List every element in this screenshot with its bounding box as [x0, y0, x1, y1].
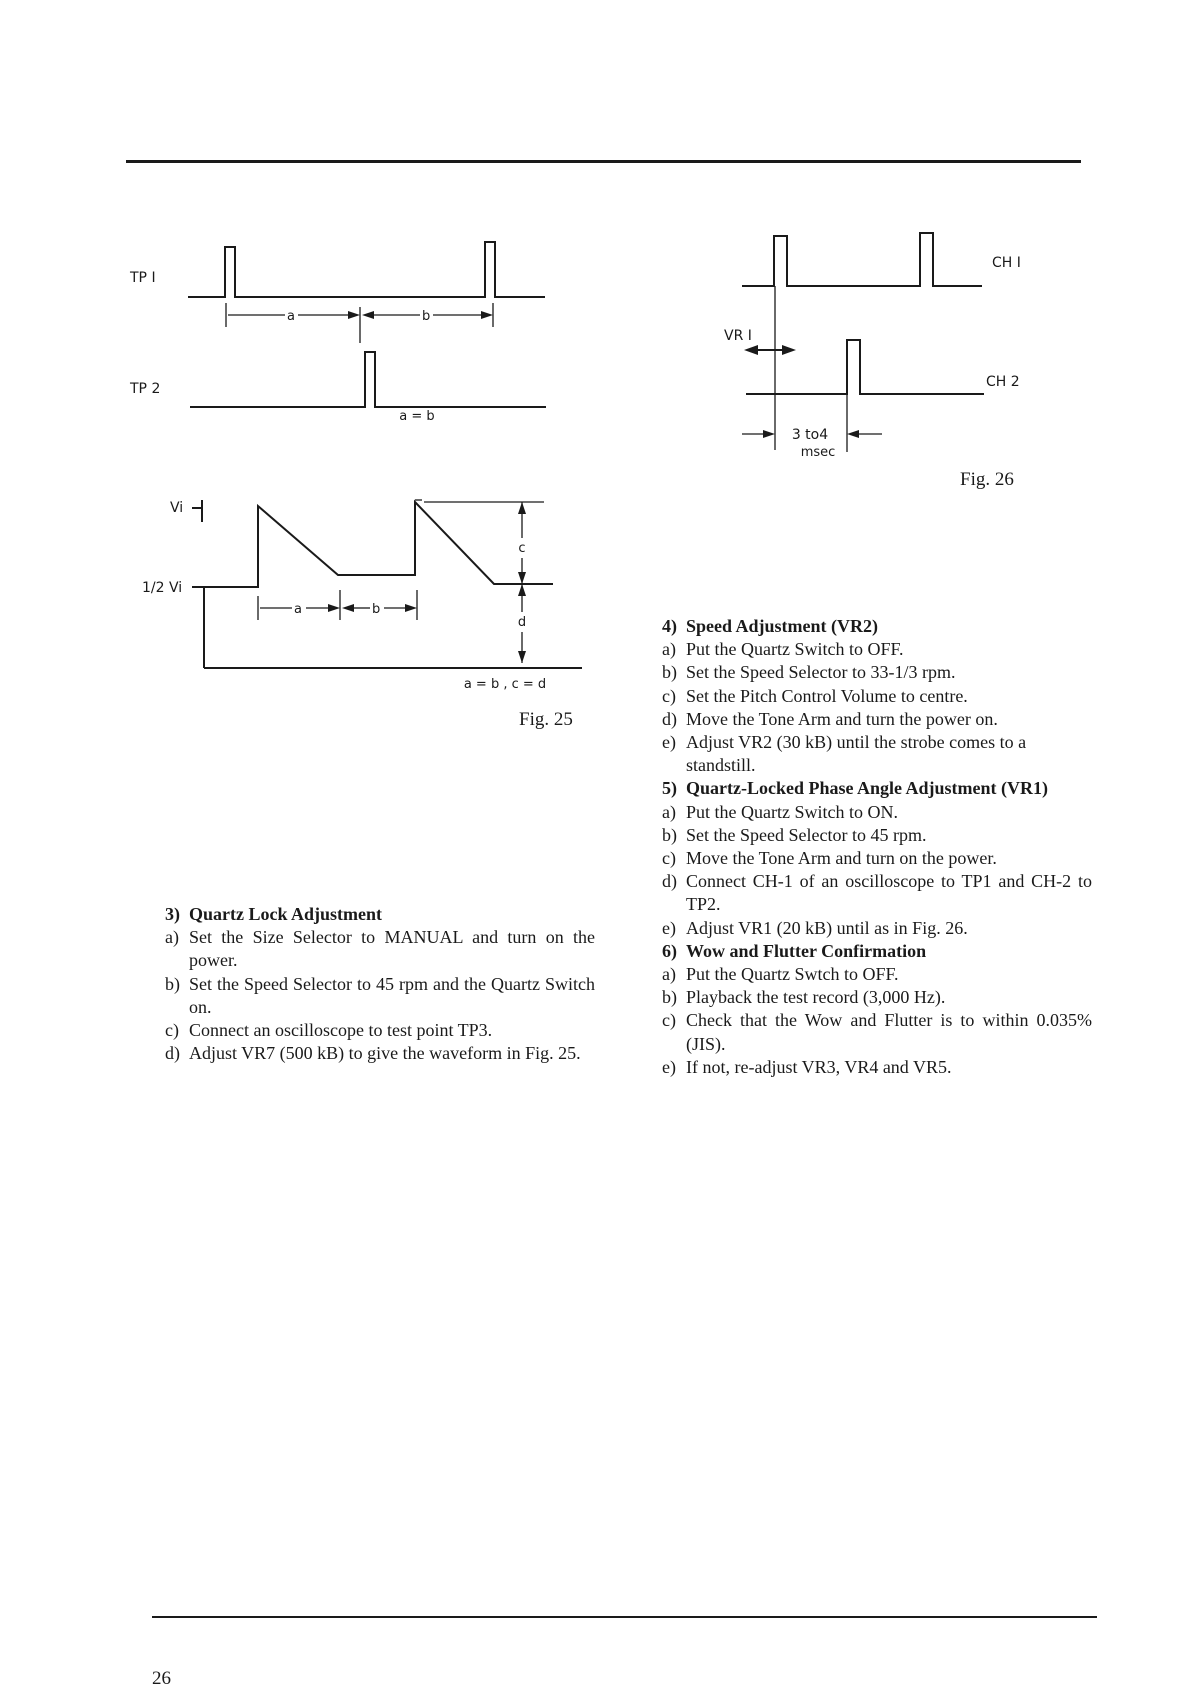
list-item: b) Set the Speed Selector to 45 rpm and the Quartz Switch on. [165, 973, 595, 1017]
section-heading-phase-angle: 5) Quartz-Locked Phase Angle Adjustment (VR1) [662, 778, 1048, 799]
a-label-bottom: a [294, 602, 302, 617]
list-item: e) Adjust VR2 (30 kB) until the strobe comes to a standstill. [662, 732, 1027, 776]
list-item: b) Set the Speed Selector to 45 rpm. [662, 824, 927, 845]
top-rule [126, 160, 1081, 163]
list-item: c) Set the Pitch Control Volume to centre. [662, 685, 968, 706]
vi-label: Vi [170, 500, 184, 516]
fig25-pulse-diagram [120, 225, 560, 425]
list-item: c) Move the Tone Arm and turn on the power. [662, 848, 997, 869]
list-item: b) Set the Speed Selector to 33-1/3 rpm. [662, 662, 956, 683]
page-number: 26 [152, 1668, 171, 1689]
a-b-c-d-label: a = b , c = d [463, 677, 547, 692]
ch1-waveform [742, 233, 982, 286]
list-item: c) Check that the Wow and Flutter is to within 0.035% (JIS). [662, 1010, 1092, 1054]
a-label-top: a [287, 309, 295, 324]
list-item: a) Put the Quartz Switch to OFF. [662, 639, 904, 660]
section-heading-speed: 4) Speed Adjustment (VR2) [662, 616, 879, 636]
list-item: d) Adjust VR7 (500 kB) to give the waveform in Fig. 25. [165, 1043, 581, 1064]
vr1-label: VR I [724, 328, 752, 344]
bottom-rule [152, 1616, 1097, 1618]
fig25-caption: Fig. 25 [519, 709, 573, 730]
tp2-waveform [190, 352, 546, 407]
list-item: d) Connect CH-1 of an oscilloscope to TP1 and CH-2 to TP2. [662, 871, 1092, 915]
tp1-waveform [188, 242, 545, 297]
tp2-label: TP 2 [130, 381, 161, 397]
b-label-bottom: b [372, 602, 381, 617]
section-quartz-lock [165, 903, 595, 1065]
list-item: b) Playback the test record (3,000 Hz). [662, 987, 946, 1008]
list-item: a) Put the Quartz Switch to ON. [662, 801, 898, 822]
section-heading: 3) Quartz Lock Adjustment [165, 904, 382, 924]
fig26-caption: Fig. 26 [960, 469, 1014, 490]
list-item: e) Adjust VR1 (20 kB) until as in Fig. 26. [662, 917, 968, 938]
half-vi-label: 1/2 Vi [142, 580, 183, 596]
section-right-column [662, 615, 1092, 1079]
time-unit-label: msec [800, 445, 836, 460]
b-label-top: b [422, 309, 431, 324]
ch2-waveform [746, 340, 984, 394]
ch2-label: CH 2 [986, 374, 1020, 390]
section-heading-wow-flutter: 6) Wow and Flutter Confirmation [662, 940, 927, 961]
fig25-sawtooth-diagram [120, 490, 590, 690]
time-range-label: 3 to4 [791, 427, 829, 443]
a-equals-b-label: a = b [399, 409, 435, 424]
ch1-label: CH I [992, 255, 1021, 271]
list-item: d) Move the Tone Arm and turn the power on. [662, 708, 998, 729]
d-label: d [517, 615, 527, 630]
list-item: a) Put the Quartz Swtch to OFF. [662, 964, 899, 985]
sawtooth-waveform [204, 502, 553, 587]
tp1-label: TP I [130, 270, 156, 286]
list-item: e) If not, re-adjust VR3, VR4 and VR5. [662, 1056, 952, 1077]
list-item: a) Set the Size Selector to MANUAL and turn on the power. [165, 927, 595, 971]
c-label: c [518, 541, 526, 556]
list-item: c) Connect an oscilloscope to test point TP3. [165, 1020, 493, 1041]
fig26-diagram [720, 228, 1040, 468]
